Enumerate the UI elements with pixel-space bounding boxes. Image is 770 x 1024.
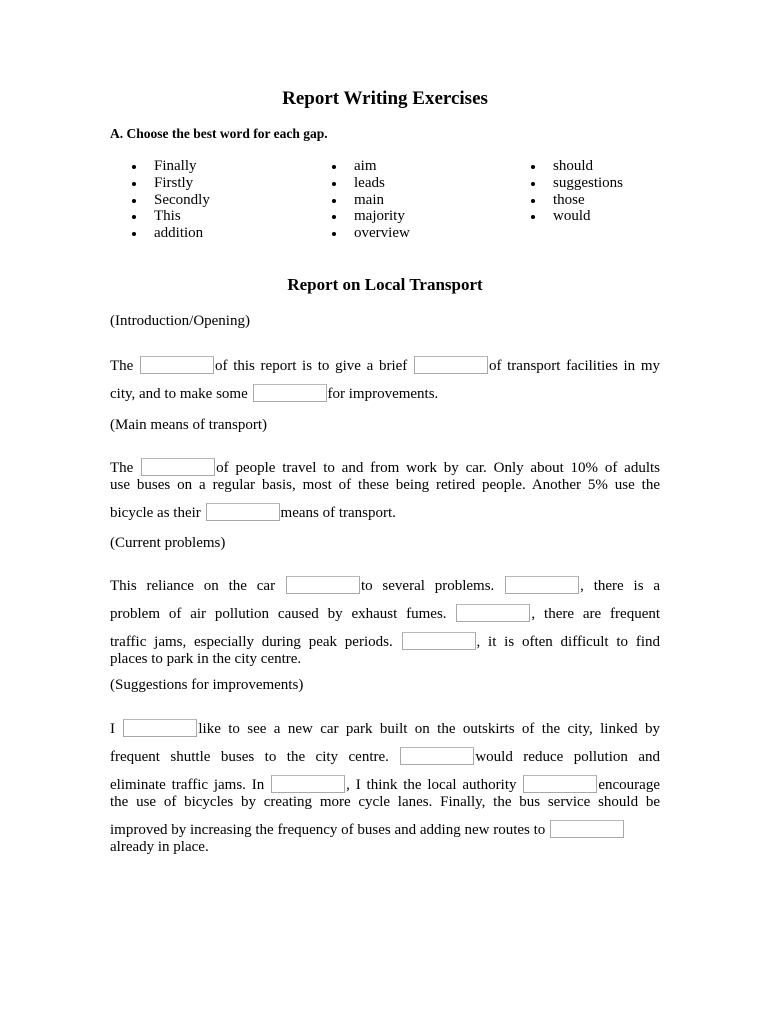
paragraph-text: I [110,721,115,737]
paragraph-text: eliminate traffic jams. In [110,777,265,793]
report-title: Report on Local Transport [287,275,483,294]
gap-input-9[interactable] [402,632,476,650]
paragraph-text: the use of bicycles by creating more cycle lanes. Finally, the bus service should be [110,794,660,810]
paragraph-text: of transport facilities in my [488,358,660,374]
word-option: leads [330,175,410,192]
gap-input-4[interactable] [141,458,215,476]
paragraph-text: bicycle as their [110,505,201,521]
gap-input-7[interactable] [505,576,579,594]
paragraph-text: traffic jams, especially during peak periods. [110,634,393,650]
gap-input-11[interactable] [400,747,474,765]
paragraph-text: for improvements. [327,386,439,402]
word-option: Finally [130,158,210,175]
paragraph-text: This reliance on the car [110,578,276,594]
word-option: Secondly [130,192,210,209]
paragraph-text: improved by increasing the frequency of buses and adding new routes to [110,822,546,838]
paragraph-text: means of transport. [280,505,396,521]
gap-input-10[interactable] [123,719,197,737]
paragraph-text: to several problems. [360,578,495,594]
word-option: Firstly [130,175,210,192]
word-option: should [529,158,623,175]
paragraph-text: would reduce pollution and [475,749,660,765]
word-list-2 [330,158,410,242]
exercise-instruction: A. Choose the best word for each gap. [110,126,328,141]
paragraph-text: like to see a new car park built on the outskirts of the city, linked by [198,721,660,737]
word-option: main [330,192,410,209]
gap-input-8[interactable] [456,604,530,622]
word-option: addition [130,225,210,242]
word-option: majority [330,208,410,225]
paragraph-intro [110,356,660,403]
paragraph-text: use buses on a regular basis, most of these being retired people. Another 5% use the [110,477,660,493]
paragraph-text: frequent shuttle buses to the city centre. [110,749,389,765]
word-option: aim [330,158,410,175]
paragraph-suggestions [110,719,660,856]
gap-input-5[interactable] [206,503,280,521]
paragraph-text: , there are frequent [531,606,661,622]
paragraph-text: places to park in the city centre. [110,651,302,667]
paragraph-text: of this report is to give a brief [215,358,408,374]
word-option: overview [330,225,410,242]
paragraph-text: , there is a [580,578,661,594]
paragraph-text: already in place. [110,839,209,855]
section-heading-problems: (Current problems) [110,535,226,551]
section-heading-intro: (Introduction/Opening) [110,313,250,329]
section-heading-suggestions: (Suggestions for improvements) [110,677,304,693]
paragraph-text: The [110,460,134,476]
word-list-3 [529,158,623,225]
paragraph-text: of people travel to and from work by car. Only about 10% of adults [216,460,661,476]
gap-input-13[interactable] [523,775,597,793]
gap-input-1[interactable] [140,356,214,374]
gap-input-2[interactable] [414,356,488,374]
paragraph-problems [110,576,660,668]
paragraph-text: , it is often difficult to find [476,634,660,650]
paragraph-text: problem of air pollution caused by exhaust fumes. [110,606,447,622]
word-option: those [529,192,623,209]
paragraph-text: The [110,358,134,374]
gap-input-14[interactable] [550,820,624,838]
page-title: Report Writing Exercises [282,88,488,109]
gap-input-3[interactable] [253,384,327,402]
word-list-1 [130,158,210,242]
gap-input-6[interactable] [286,576,360,594]
paragraph-text: city, and to make some [110,386,248,402]
gap-input-12[interactable] [271,775,345,793]
word-option: This [130,208,210,225]
paragraph-text: encourage [598,777,660,793]
word-option: would [529,208,623,225]
word-option: suggestions [529,175,623,192]
paragraph-text: , I think the local authority [346,777,517,793]
section-heading-main: (Main means of transport) [110,417,268,433]
paragraph-main [110,458,660,522]
